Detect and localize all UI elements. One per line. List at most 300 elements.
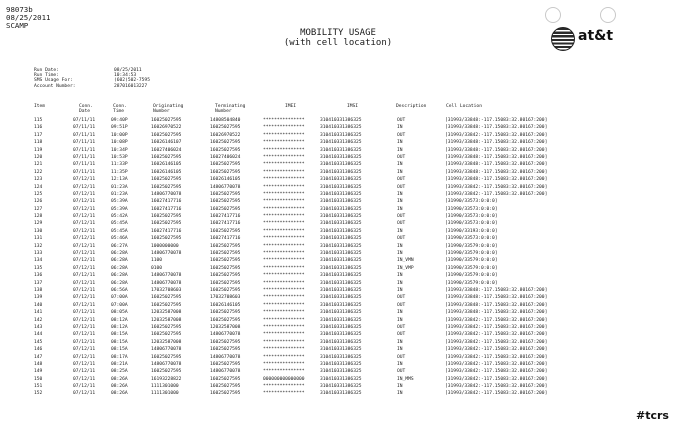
cell-originating: 16025027595 [151, 184, 182, 190]
cell-imsi: 310410331386325 [320, 184, 362, 190]
cell-imsi: 310410331386325 [320, 287, 362, 293]
cell-description: OUT [397, 354, 406, 360]
cell-location: [31993/33842:-117.15083:32.80167:200] [445, 347, 548, 353]
cell-imei: *************** [263, 347, 305, 353]
table-row [0, 154, 676, 161]
meta-value: 287016013227 [114, 83, 148, 89]
cell-description: OUT [397, 184, 406, 190]
cell-conn-date: 07/12/11 [73, 332, 96, 338]
cell-imei: *************** [263, 162, 305, 168]
cell-terminating: 16025027595 [210, 361, 241, 367]
cell-terminating: 12032587008 [210, 324, 241, 330]
cell-conn-date: 07/11/11 [73, 132, 96, 138]
cell-terminating: 16025027595 [210, 391, 241, 397]
cell-conn-date: 07/12/11 [73, 191, 96, 197]
cell-item: 124 [34, 184, 43, 190]
cell-originating: 14806770078 [151, 347, 182, 353]
cell-conn-date: 07/12/11 [73, 354, 96, 360]
cell-item: 125 [34, 191, 43, 197]
table-row [0, 117, 676, 124]
cell-description: OUT [397, 332, 406, 338]
cell-description: IN [397, 391, 403, 397]
cell-item: 148 [34, 361, 43, 367]
footer-tag: #tcrs [636, 409, 669, 422]
cell-description: OUT [397, 302, 406, 308]
cell-location: [31990/33579:0:0:0] [445, 243, 498, 249]
cell-imei: *************** [263, 118, 305, 123]
cell-description: IN [397, 191, 403, 197]
cell-location: [31990/33573:0:0:0] [445, 221, 498, 227]
cell-imsi: 310410331386325 [320, 384, 362, 390]
cell-conn-date: 07/12/11 [73, 206, 96, 212]
cell-location: [31993/33848:-117.15083:32.80167:200] [445, 310, 548, 316]
cell-conn-date: 07/11/11 [73, 169, 96, 175]
run-metadata [34, 68, 150, 89]
cell-terminating: 16027417716 [210, 221, 241, 227]
table-row [0, 228, 676, 235]
cell-location: [31993/33848:-117.15083:32.80167:200] [445, 177, 548, 183]
cell-terminating: 16026146105 [210, 302, 241, 308]
cell-imei: *************** [263, 132, 305, 138]
cell-description: IN [397, 125, 403, 131]
cell-terminating: 14806770078 [210, 184, 241, 190]
cell-imsi: 310410331386325 [320, 265, 362, 271]
cell-conn-time: 01:23A [111, 184, 128, 190]
cell-location: [31993/33848:-117.15083:32.80167:200] [445, 287, 548, 293]
cell-originating: 16027417716 [151, 206, 182, 212]
cell-item: 118 [34, 140, 43, 146]
cell-location: [31993/33842:-117.15083:32.80167:200] [445, 132, 548, 138]
col-terminating: Terminating Number [215, 104, 246, 114]
cell-originating: 16025027595 [151, 302, 182, 308]
cell-originating: 14806770078 [151, 280, 182, 286]
cell-conn-date: 07/12/11 [73, 177, 96, 183]
cell-imei: *************** [263, 354, 305, 360]
cell-location: [31990/33579:0:0:0] [445, 280, 498, 286]
doc-date: 08/25/2011 [6, 13, 51, 22]
cell-conn-date: 07/11/11 [73, 147, 96, 153]
cell-item: 132 [34, 243, 43, 249]
table-row [0, 191, 676, 198]
cell-imsi: 310410331386325 [320, 295, 362, 301]
cell-terminating: 16025027595 [210, 162, 241, 168]
cell-terminating: 16025027595 [210, 273, 241, 279]
cell-location: [31990/33573:0:0:0] [445, 236, 498, 242]
table-row [0, 250, 676, 257]
cell-location: [31993/33842:-117.15083:32.80167:200] [445, 376, 548, 382]
table-row [0, 235, 676, 242]
cell-imei: *************** [263, 228, 305, 234]
cell-imsi: 310410331386325 [320, 376, 362, 382]
cell-originating: 16027406024 [151, 147, 182, 153]
cell-conn-time: 11:33P [111, 162, 128, 168]
cell-originating: 0100 [151, 265, 163, 271]
table-row [0, 243, 676, 250]
cell-imei: *************** [263, 184, 305, 190]
cell-location: [31990/33579:0:0:0] [445, 258, 498, 264]
table-row [0, 280, 676, 287]
cell-conn-time: 08:25A [111, 369, 128, 375]
cell-item: 147 [34, 354, 43, 360]
cell-conn-time: 06:28A [111, 280, 128, 286]
cell-location: [31990/33579:0:0:0] [445, 265, 498, 271]
cell-imei: *************** [263, 302, 305, 308]
cell-imei: *************** [263, 332, 305, 338]
cell-imei: *************** [263, 140, 305, 146]
cell-originating: 17032708603 [151, 287, 182, 293]
cell-imei: *************** [263, 384, 305, 390]
cell-originating: 12032587008 [151, 339, 182, 345]
col-imei: IMEI [285, 104, 297, 109]
cell-conn-time: 06:28A [111, 251, 128, 257]
meta-label: SMS Usage For: [34, 78, 73, 84]
cell-description: IN [397, 243, 403, 249]
cell-originating: 1111301000 [151, 384, 179, 390]
cell-terminating: 16025027595 [210, 384, 241, 390]
cell-item: 140 [34, 302, 43, 308]
meta-label: Account Number: [34, 83, 76, 89]
table-row [0, 169, 676, 176]
cell-terminating: 16025027595 [210, 258, 241, 264]
meta-value: 10:34:53 [114, 73, 137, 79]
cell-terminating: 16025027595 [210, 280, 241, 286]
cell-item: 134 [34, 258, 43, 264]
cell-conn-date: 07/12/11 [73, 258, 96, 264]
cell-location: [31993/33842:-117.15083:32.80167:200] [445, 191, 548, 197]
cell-imei: *************** [263, 339, 305, 345]
cell-location: [31993/33842:-117.15083:32.80167:200] [445, 317, 548, 323]
cell-item: 138 [34, 287, 43, 293]
cell-imei: *************** [263, 206, 305, 212]
punch-hole-icon [545, 7, 561, 23]
cell-imsi: 310410331386325 [320, 258, 362, 264]
table-row [0, 220, 676, 227]
cell-imsi: 310410331386325 [320, 132, 362, 138]
cell-description: OUT [397, 118, 406, 123]
cell-conn-date: 07/12/11 [73, 302, 96, 308]
cell-description: OUT [397, 295, 406, 301]
cell-imsi: 310410331386325 [320, 169, 362, 175]
cell-item: 142 [34, 317, 43, 323]
cell-item: 130 [34, 228, 43, 234]
cell-terminating: 16025027595 [210, 140, 241, 146]
cell-imei: *************** [263, 236, 305, 242]
cell-conn-date: 07/12/11 [73, 324, 96, 330]
table-row [0, 354, 676, 361]
table-row [0, 176, 676, 183]
cell-conn-time: 11:35P [111, 169, 128, 175]
cell-item: 133 [34, 251, 43, 257]
cell-item: 131 [34, 236, 43, 242]
cell-conn-time: 08:26A [111, 391, 128, 397]
cell-imei: *************** [263, 243, 305, 249]
cell-location: [31993/33848:-117.15083:32.80167:200] [445, 118, 548, 123]
table-row [0, 257, 676, 264]
cell-imei: *************** [263, 295, 305, 301]
cell-item: 143 [34, 324, 43, 330]
table-row [0, 213, 676, 220]
cell-originating: 1000000000 [151, 243, 179, 249]
cell-terminating: 14806770078 [210, 354, 241, 360]
cell-conn-date: 07/12/11 [73, 361, 96, 367]
cell-conn-time: 01:23A [111, 191, 128, 197]
cell-conn-time: 05:46A [111, 236, 128, 242]
cell-imei: *************** [263, 258, 305, 264]
cell-description: IN [397, 310, 403, 316]
cell-conn-date: 07/12/11 [73, 287, 96, 293]
cell-terminating: 14806770078 [210, 369, 241, 375]
cell-originating: 16025027595 [151, 236, 182, 242]
cell-conn-date: 07/12/11 [73, 310, 96, 316]
cell-terminating: 16025027595 [210, 191, 241, 197]
doc-id: 98073b [6, 5, 33, 14]
logo-text: at&t [578, 28, 614, 44]
cell-conn-date: 07/12/11 [73, 221, 96, 227]
cell-item: 152 [34, 391, 43, 397]
cell-location: [31993/33842:-117.15083:32.80167:200] [445, 361, 548, 367]
cell-originating: 14806770078 [151, 251, 182, 257]
meta-label: Run Time: [34, 73, 59, 79]
table-row [0, 383, 676, 390]
cell-item: 126 [34, 199, 43, 205]
cell-imsi: 310410331386325 [320, 236, 362, 242]
cell-item: 127 [34, 206, 43, 212]
cell-conn-date: 07/12/11 [73, 236, 96, 242]
cell-terminating: 16025027595 [210, 125, 241, 131]
cell-conn-time: 10:53P [111, 154, 128, 160]
cell-imei: *************** [263, 169, 305, 175]
cell-location: [31993/33842:-117.15083:32.80167:200] [445, 354, 548, 360]
att-logo [551, 27, 661, 51]
meta-row [34, 84, 150, 89]
cell-conn-time: 08:15A [111, 332, 128, 338]
cell-location: [31993/33848:-117.15083:32.80167:200] [445, 125, 548, 131]
cell-location: [31990/33579:0:0:0] [445, 273, 498, 279]
cell-description: IN [397, 384, 403, 390]
cell-conn-time: 09:51P [111, 125, 128, 131]
cell-description: OUT [397, 177, 406, 183]
cell-imei: *************** [263, 125, 305, 131]
cell-imei: *************** [263, 265, 305, 271]
cell-imei: *************** [263, 361, 305, 367]
cell-location: [31993/33842:-117.15083:32.80167:200] [445, 324, 548, 330]
cell-conn-date: 07/12/11 [73, 280, 96, 286]
cell-originating: 1100 [151, 258, 163, 264]
cell-imei: *************** [263, 214, 305, 220]
cell-conn-date: 07/12/11 [73, 184, 96, 190]
cell-imei: 000000000000000 [263, 376, 305, 382]
table-row [0, 206, 676, 213]
cell-conn-date: 07/12/11 [73, 317, 96, 323]
cell-terminating: 16025027595 [210, 169, 241, 175]
cell-item: 144 [34, 332, 43, 338]
cell-item: 119 [34, 147, 43, 153]
cell-location: [31993/33842:-117.15083:32.80167:200] [445, 369, 548, 375]
cell-conn-time: 05:45A [111, 228, 128, 234]
cell-imsi: 310410331386325 [320, 251, 362, 257]
cell-imei: *************** [263, 310, 305, 316]
cell-originating: 16025027595 [151, 295, 182, 301]
table-row [0, 361, 676, 368]
cell-conn-time: 07:00A [111, 302, 128, 308]
cell-originating: 16026146107 [151, 140, 182, 146]
cell-imei: *************** [263, 280, 305, 286]
cell-description: IN [397, 287, 403, 293]
cell-originating: 12032587008 [151, 317, 182, 323]
table-row [0, 324, 676, 331]
cell-terminating: 14808504840 [210, 118, 241, 123]
cell-originating: 16027417716 [151, 199, 182, 205]
cell-conn-date: 07/12/11 [73, 273, 96, 279]
cell-conn-time: 10:34P [111, 147, 128, 153]
doc-org: SCAMP [6, 21, 29, 30]
cell-location: [31993/33848:-117.15083:32.80167:200] [445, 162, 548, 168]
cell-location: [31993/33842:-117.15083:32.80167:200] [445, 184, 548, 190]
cell-terminating: 16025027595 [210, 310, 241, 316]
cell-conn-time: 05:39A [111, 206, 128, 212]
cell-location: [31990/33573:0:0:0] [445, 214, 498, 220]
cell-conn-date: 07/12/11 [73, 376, 96, 382]
cell-item: 115 [34, 118, 43, 123]
cell-description: OUT [397, 214, 406, 220]
cell-originating: 16027417716 [151, 228, 182, 234]
cell-location: [31993/33848:-117.15083:32.80167:200] [445, 169, 548, 175]
cell-imsi: 310410331386325 [320, 191, 362, 197]
cell-terminating: 16025027595 [210, 376, 241, 382]
cell-item: 137 [34, 280, 43, 286]
cell-imsi: 310410331386325 [320, 332, 362, 338]
cell-imsi: 310410331386325 [320, 162, 362, 168]
cell-location: [31993/33848:-117.15083:32.80167:200] [445, 140, 548, 146]
meta-value: (602)502-7595 [114, 78, 150, 84]
cell-location: [31990/33579:0:0:0] [445, 251, 498, 257]
cell-item: 122 [34, 169, 43, 175]
cell-conn-time: 08:26A [111, 376, 128, 382]
cell-conn-time: 06:28A [111, 265, 128, 271]
cell-conn-date: 07/11/11 [73, 125, 96, 131]
table-row [0, 368, 676, 375]
cell-conn-time: 07:00A [111, 295, 128, 301]
cell-imei: *************** [263, 324, 305, 330]
cell-originating: 16025027595 [151, 221, 182, 227]
cell-terminating: 16025027595 [210, 147, 241, 153]
cell-imsi: 310410331386325 [320, 243, 362, 249]
cell-description: IN [397, 199, 403, 205]
cell-terminating: 16025027595 [210, 206, 241, 212]
cell-originating: 14806770078 [151, 273, 182, 279]
cell-imei: *************** [263, 154, 305, 160]
cell-conn-time: 08:21A [111, 361, 128, 367]
cell-terminating: 17032708603 [210, 295, 241, 301]
cell-item: 123 [34, 177, 43, 183]
cell-conn-time: 08:15A [111, 339, 128, 345]
cell-imsi: 310410331386325 [320, 147, 362, 153]
cell-location: [31993/33848:-117.15083:32.80167:200] [445, 295, 548, 301]
cell-conn-date: 07/12/11 [73, 243, 96, 249]
cell-imsi: 310410331386325 [320, 154, 362, 160]
cell-conn-date: 07/12/11 [73, 384, 96, 390]
cell-imei: *************** [263, 221, 305, 227]
cell-imei: *************** [263, 287, 305, 293]
cell-originating: 16025027595 [151, 132, 182, 138]
cell-imei: *************** [263, 177, 305, 183]
cell-imei: *************** [263, 317, 305, 323]
cell-imsi: 310410331386325 [320, 206, 362, 212]
cell-originating: 16026146105 [151, 169, 182, 175]
table-row [0, 272, 676, 279]
cell-conn-time: 06:28A [111, 258, 128, 264]
cell-originating: 16025027595 [151, 154, 182, 160]
table-row [0, 161, 676, 168]
cell-location: [31993/33842:-117.15083:32.80167:200] [445, 391, 548, 397]
cell-terminating: 14806770078 [210, 332, 241, 338]
cell-location: [31990/33193:0:0:0] [445, 228, 498, 234]
cell-imsi: 310410331386325 [320, 280, 362, 286]
cell-description: OUT [397, 221, 406, 227]
table-row [0, 339, 676, 346]
cell-location: [31993/33842:-117.15083:32.80167:200] [445, 384, 548, 390]
cell-description: OUT [397, 132, 406, 138]
cell-conn-time: 06:27A [111, 243, 128, 249]
cell-imei: *************** [263, 199, 305, 205]
cell-imsi: 310410331386325 [320, 228, 362, 234]
col-cell-location: Cell Location [446, 104, 482, 109]
cell-imsi: 310410331386325 [320, 339, 362, 345]
cell-conn-time: 08:05A [111, 310, 128, 316]
cell-description: OUT [397, 236, 406, 242]
cell-description: IN [397, 162, 403, 168]
cell-terminating: 16027406024 [210, 154, 241, 160]
cell-originating: 16025027595 [151, 354, 182, 360]
cell-originating: 14806770078 [151, 191, 182, 197]
cell-conn-date: 07/11/11 [73, 162, 96, 168]
cell-imsi: 310410331386325 [320, 361, 362, 367]
cell-imei: *************** [263, 191, 305, 197]
cell-conn-date: 07/11/11 [73, 140, 96, 146]
cell-item: 139 [34, 295, 43, 301]
cell-description: IN [397, 273, 403, 279]
cell-item: 141 [34, 310, 43, 316]
cell-terminating: 16025027595 [210, 251, 241, 257]
col-imsi: IMSI [347, 104, 359, 109]
cell-conn-time: 06:28A [111, 273, 128, 279]
cell-originating: 16025027595 [151, 177, 182, 183]
cell-terminating: 16025027595 [210, 347, 241, 353]
table-row [0, 309, 676, 316]
cell-item: 128 [34, 214, 43, 220]
cell-terminating: 16026146105 [210, 177, 241, 183]
cell-conn-time: 12:13A [111, 177, 128, 183]
cell-item: 145 [34, 339, 43, 345]
cell-item: 149 [34, 369, 43, 375]
cell-imsi: 310410331386325 [320, 310, 362, 316]
cell-conn-date: 07/11/11 [73, 154, 96, 160]
cell-location: [31993/33848:-117.15083:32.80167:200] [445, 302, 548, 308]
cell-item: 146 [34, 347, 43, 353]
cell-description: IN [397, 147, 403, 153]
cell-description: IN_VMN [397, 258, 414, 264]
cell-description: OUT [397, 369, 406, 375]
usage-table [0, 117, 676, 398]
cell-item: 129 [34, 221, 43, 227]
cell-originating: 16025027595 [151, 324, 182, 330]
cell-item: 121 [34, 162, 43, 168]
table-row [0, 302, 676, 309]
cell-description: IN [397, 317, 403, 323]
cell-description: IN_VMP [397, 265, 414, 271]
cell-originating: 16025027595 [151, 118, 182, 123]
col-conn-time: Conn. Time [113, 104, 127, 114]
